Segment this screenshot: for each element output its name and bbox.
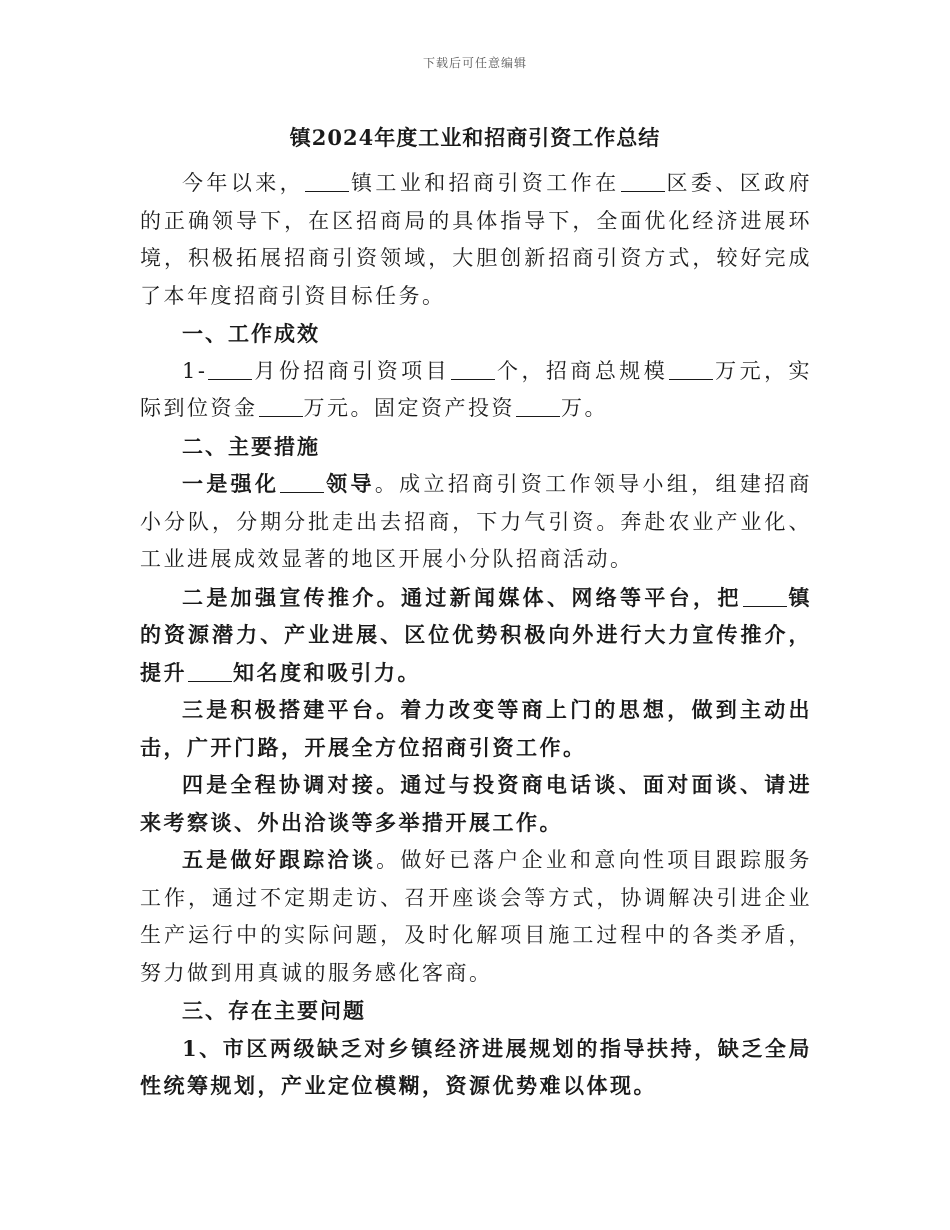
results-text-4: 万元，实际到位资金 xyxy=(140,358,813,420)
blank-field xyxy=(208,361,252,380)
header-note: 下载后可任意编辑 xyxy=(422,56,527,70)
blank-field xyxy=(621,173,665,192)
intro-paragraph xyxy=(140,165,812,315)
blank-field xyxy=(305,173,349,192)
measure-4-paragraph: 四是全程协调对接。通过与投资商电话谈、面对面谈、请进来考察谈、外出洽谈等多举措开展工作。 xyxy=(140,772,812,835)
measure-3-paragraph: 三是积极搭建平台。着力改变等商上门的思想，做到主动出击，广开门路，开展全方位招商引资工作。 xyxy=(140,697,812,760)
section-2-heading: 二、主要措施 xyxy=(182,433,320,459)
blank-field xyxy=(280,474,324,493)
measure-1-body: 。成立招商引资工作领导小组，组建招商小分队，分期分批走出去招商，下力气引资。奔赴农业产业化、工业进展成效显著的地区开展小分队招商活动。 xyxy=(140,472,813,571)
intro-text-1: 今年以来， xyxy=(182,171,305,195)
measure-2-paragraph xyxy=(140,579,812,692)
measure-5-lead: 五是做好跟踪洽谈 xyxy=(182,847,377,872)
section-1-heading: 一、工作成效 xyxy=(182,321,320,346)
results-text-1: 1- xyxy=(182,358,208,383)
results-text-6: 万。 xyxy=(561,396,608,420)
results-paragraph xyxy=(140,353,812,428)
problem-1-paragraph: 1、市区两级缺乏对乡镇经济进展规划的指导扶持，缺乏全局性统筹规划，产业定位模糊，资源优势难以体现。 xyxy=(140,1035,812,1098)
blank-field xyxy=(743,588,787,607)
measure-1-lead-a: 一是强化 xyxy=(182,471,280,496)
results-text-2: 月份招商引资项目 xyxy=(253,358,451,383)
document-body xyxy=(140,165,812,1105)
blank-field xyxy=(669,361,713,380)
intro-text-3: 区委、区政府的正确领导下，在区招商局的具体指导下，全面优化经济进展环境，积极拓展招商引资领域，大胆创新招商引资方式，较好完成了本年度招商引资目标任务。 xyxy=(140,171,813,308)
measure-2-text-2: 镇的资源潜力、产业进展、区位优势积极向外进行大力宣传推介，提升 xyxy=(140,584,813,685)
blank-field xyxy=(516,398,560,417)
measure-2-text-1: 二是加强宣传推介。通过新闻媒体、网络等平台，把 xyxy=(182,584,742,610)
measure-5-paragraph xyxy=(140,841,812,992)
document-title: 镇2024年度工业和招商引资工作总结 xyxy=(289,125,661,150)
measure-2-text-3: 知名度和吸引力。 xyxy=(233,659,421,685)
section-3-heading: 三、存在主要问题 xyxy=(182,998,366,1023)
blank-field xyxy=(188,663,232,682)
blank-field xyxy=(259,398,303,417)
measure-1-paragraph xyxy=(140,465,812,579)
blank-field xyxy=(451,361,495,380)
results-text-3: 个，招商总规模 xyxy=(496,358,669,383)
results-text-5: 万元。固定资产投资 xyxy=(303,396,515,420)
intro-text-2: 镇工业和招商引资工作在 xyxy=(350,171,620,195)
measure-1-lead-b: 领导 xyxy=(325,471,375,496)
measure-5-body: 。做好已落户企业和意向性项目跟踪服务工作，通过不定期走访、召开座谈会等方式，协调解决引进企业生产运行中的实际问题，及时化解项目施工过程中的各类矛盾，努力做到用真诚的服务感化客商。 xyxy=(140,848,813,985)
